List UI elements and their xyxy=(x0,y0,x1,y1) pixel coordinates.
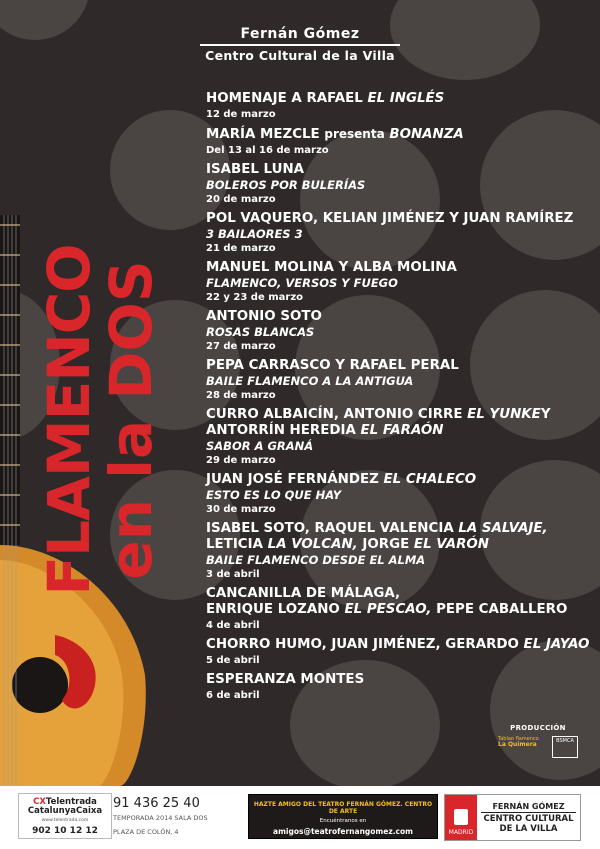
event-artist-nickname: BONANZA xyxy=(389,127,464,142)
event-date: 6 de abril xyxy=(206,690,260,701)
event-item xyxy=(206,126,596,157)
events-list xyxy=(206,91,596,707)
event-date: 5 de abril xyxy=(206,655,260,666)
event-artist: MANUEL MOLINA Y ALBA MOLINA xyxy=(206,260,457,275)
event-artist-nickname: EL JAYAO xyxy=(523,637,590,652)
event-date: Del 13 al 16 de marzo xyxy=(206,145,329,156)
event-artist-nickname: EL YUNKE xyxy=(467,407,541,422)
event-artist-nickname: EL INGLÉS xyxy=(367,91,445,106)
event-artist-2-nickname: EL PESCAO, xyxy=(344,602,432,617)
sponsor-phone: 902 10 12 12 xyxy=(32,826,98,836)
event-show: BOLEROS POR BULERÍAS xyxy=(206,178,366,192)
event-item xyxy=(206,586,596,632)
event-show: 3 BAILAORES 3 xyxy=(206,227,303,241)
event-date: 29 de marzo xyxy=(206,455,276,466)
event-date: 22 y 23 de marzo xyxy=(206,292,304,303)
madrid-venue-subtitle: CENTRO CULTURAL DE LA VILLA xyxy=(481,812,576,834)
footer xyxy=(0,786,600,849)
event-item xyxy=(206,260,596,304)
event-date: 28 de marzo xyxy=(206,390,276,401)
promo-subtitle: Encuéntranos en xyxy=(319,818,367,824)
madrid-venue-logo xyxy=(444,794,581,841)
event-show: ESTO ES LO QUE HAY xyxy=(206,488,342,502)
event-presents: presenta xyxy=(324,127,385,141)
promo-email[interactable]: amigos@teatrofernangomez.com xyxy=(273,827,413,836)
tablao-logo-line1: Tablao flamenco xyxy=(498,736,539,742)
event-artist: CANCANILLA DE MÁLAGA, xyxy=(206,586,401,601)
event-artist-2-nickname: EL FARAÓN xyxy=(360,423,444,438)
event-item xyxy=(206,521,596,581)
bg-dot xyxy=(0,0,90,40)
event-date: 21 de marzo xyxy=(206,243,276,254)
venue-address: PLAZA DE COLÓN, 4 xyxy=(113,828,179,836)
event-item xyxy=(206,358,596,402)
event-artist: ANTONIO SOTO xyxy=(206,309,322,324)
event-artist: POL VAQUERO, KELIAN JIMÉNEZ Y JUAN RAMÍREZ xyxy=(206,211,574,226)
venue-subtitle: Centro Cultural de la Villa xyxy=(200,44,400,63)
event-artist-nickname: LA SALVAJE, xyxy=(458,521,548,536)
event-artist-2: ENRIQUE LOZANO xyxy=(206,602,340,617)
sponsor-caixa: CatalunyaCaixa xyxy=(27,806,103,816)
event-item xyxy=(206,309,596,353)
event-artist: MARÍA MEZCLE xyxy=(206,127,320,142)
madrid-badge xyxy=(445,795,477,840)
promo-title: HAZTE AMIGO DEL TEATRO FERNÁN GÓMEZ. CENTRO DE ARTE xyxy=(253,801,433,815)
producer-logo-2: BSMCA xyxy=(552,736,578,758)
tablao-logo xyxy=(498,736,540,756)
madrid-venue-name: FERNÁN GÓMEZ xyxy=(492,801,565,811)
event-date: 12 de marzo xyxy=(206,109,276,120)
box-office-phone: 91 436 25 40 xyxy=(113,796,200,811)
producer-label: PRODUCCIÓN xyxy=(510,724,566,732)
event-item xyxy=(206,407,596,467)
event-date: 4 de abril xyxy=(206,620,260,631)
event-show: ROSAS BLANCAS xyxy=(206,325,315,339)
contact-block xyxy=(113,796,233,836)
event-artist: CHORRO HUMO, JUAN JIMÉNEZ, GERARDO xyxy=(206,637,519,652)
title-main: FLAMENCO xyxy=(35,244,103,596)
festival-title xyxy=(37,140,167,700)
event-show: BAILE FLAMENCO DESDE EL ALMA xyxy=(206,553,426,567)
event-artist-2-nickname: LA VOLCAN, xyxy=(267,537,358,552)
event-item xyxy=(206,672,596,702)
event-item xyxy=(206,211,596,255)
event-artist: ESPERANZA MONTES xyxy=(206,672,365,687)
event-item xyxy=(206,637,596,667)
season-info: TEMPORADA 2014 SALA DOS xyxy=(113,814,208,822)
event-item xyxy=(206,162,596,206)
event-artist: HOMENAJE A RAFAEL xyxy=(206,91,363,106)
friends-promo[interactable] xyxy=(248,794,438,839)
tablao-logo-line2: La Quimera xyxy=(498,741,537,748)
title-sub: en la DOS xyxy=(97,260,165,580)
madrid-badge-label: MADRID xyxy=(448,829,474,836)
event-date: 30 de marzo xyxy=(206,504,276,515)
event-artist-2: LETICIA xyxy=(206,537,263,552)
event-artist-connector: Y xyxy=(540,407,551,422)
event-date: 27 de marzo xyxy=(206,341,276,352)
event-show: FLAMENCO, VERSOS Y FUEGO xyxy=(206,276,398,290)
event-artist: CURRO ALBAICÍN, ANTONIO CIRRE xyxy=(206,407,463,422)
sponsor-url: www.telentrada.com xyxy=(41,818,89,823)
bg-dot xyxy=(390,0,540,80)
event-artist: ISABEL SOTO, RAQUEL VALENCIA xyxy=(206,521,454,536)
madrid-crest-icon xyxy=(454,809,468,825)
event-artist-nickname: EL CHALECO xyxy=(383,472,477,487)
event-date: 20 de marzo xyxy=(206,194,276,205)
sponsor-cx: CX xyxy=(33,797,46,807)
sponsor-telentrada: Telentrada xyxy=(45,797,97,807)
event-artist-2: ANTORRÍN HEREDIA xyxy=(206,423,356,438)
event-item xyxy=(206,91,596,121)
event-show: SABOR A GRANÁ xyxy=(206,439,314,453)
event-artist-3-nickname: EL VARÓN xyxy=(413,537,489,552)
producer-block xyxy=(498,724,578,758)
event-artist-3: PEPE CABALLERO xyxy=(436,602,568,617)
event-item xyxy=(206,472,596,516)
event-artist: JUAN JOSÉ FERNÁNDEZ xyxy=(206,472,379,487)
event-artist: PEPA CARRASCO Y RAFAEL PERAL xyxy=(206,358,459,373)
venue-header xyxy=(200,26,400,63)
venue-name: Fernán Gómez xyxy=(240,26,360,42)
event-show: BAILE FLAMENCO A LA ANTIGUA xyxy=(206,374,414,388)
event-date: 3 de abril xyxy=(206,569,260,580)
event-artist: ISABEL LUNA xyxy=(206,162,305,177)
sponsor-logo[interactable] xyxy=(18,793,112,839)
event-artist-3: JORGE xyxy=(362,537,410,552)
